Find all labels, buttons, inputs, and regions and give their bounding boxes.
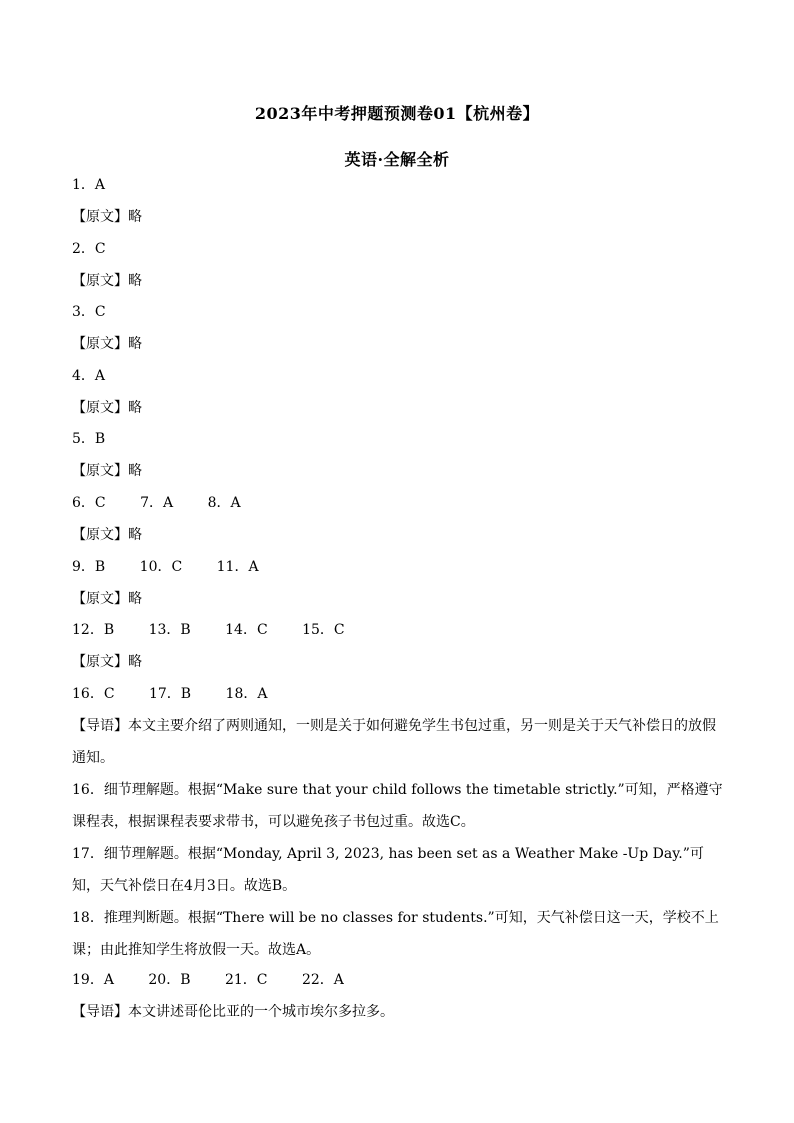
answer-line [72,620,732,640]
explanation-paragraph: 17．细节理解题。根据“Monday, April 3, 2023, has been set as a Weather Make -Up Day.”可知，天气补偿日在4月3日。故选B。 [72,846,704,894]
original-text-note: 【原文】略 [72,591,142,607]
explanation-paragraph: 16．细节理解题。根据“Make sure that your child follows the timetable strictly.”可知，严格遵守课程表，根据课程表要求带书，可以避免孩子书包过重。故选C。 [72,782,723,830]
answer: 5．B [72,431,106,447]
answer-line [72,302,732,322]
document-title: 2023年中考押题预测卷01【杭州卷】 [254,104,540,123]
answer: 21．C [224,972,268,988]
original-text-note: 【原文】略 [72,463,142,479]
answer-line [72,557,732,577]
guide-paragraph: 【导语】本文讲述哥伦比亚的一个城市埃尔多拉多。 [72,1004,394,1020]
answer: 1．A [72,177,106,193]
answer: 8．A [207,495,241,511]
answer: 18．A [225,686,268,702]
answer-line [72,493,732,513]
answer: 17．B [148,686,192,702]
answer: 16．C [72,686,115,702]
answer: 9．B [72,559,106,575]
original-text-note: 【原文】略 [72,209,142,225]
answer: 13．B [148,622,191,638]
answer-line [72,175,732,195]
document-subtitle: 英语·全解全析 [344,150,450,169]
answer-line [72,366,732,386]
answer: 2．C [72,241,106,257]
explanation-paragraph: 18．推理判断题。根据“There will be no classes for students.”可知，天气补偿日这一天，学校不上课；由此推知学生将放假一天。故选A。 [72,910,719,958]
original-text-note: 【原文】略 [72,654,142,670]
answer: 14．C [225,622,268,638]
original-text-note: 【原文】略 [72,336,142,352]
original-text-note: 【原文】略 [72,400,142,416]
answer: 7．A [140,495,174,511]
answer: 15．C [302,622,345,638]
answer: 19．A [72,972,114,988]
original-text-note: 【原文】略 [72,273,142,289]
answer: 10．C [139,559,183,575]
answer: 4．A [72,368,106,384]
answer: 22．A [301,972,344,988]
answer: 12．B [72,622,115,638]
original-text-note: 【原文】略 [72,527,142,543]
answer: 11．A [216,559,259,575]
answer-line [72,684,732,704]
answer-line [72,970,732,990]
guide-paragraph: 【导语】本文主要介绍了两则通知，一则是关于如何避免学生书包过重，另一则是关于天气补偿日的放假通知。 [72,718,716,766]
answer-line [72,429,732,449]
answer: 3．C [72,304,106,320]
answer: 20．B [148,972,191,988]
answer-line [72,239,732,259]
answer: 6．C [72,495,106,511]
